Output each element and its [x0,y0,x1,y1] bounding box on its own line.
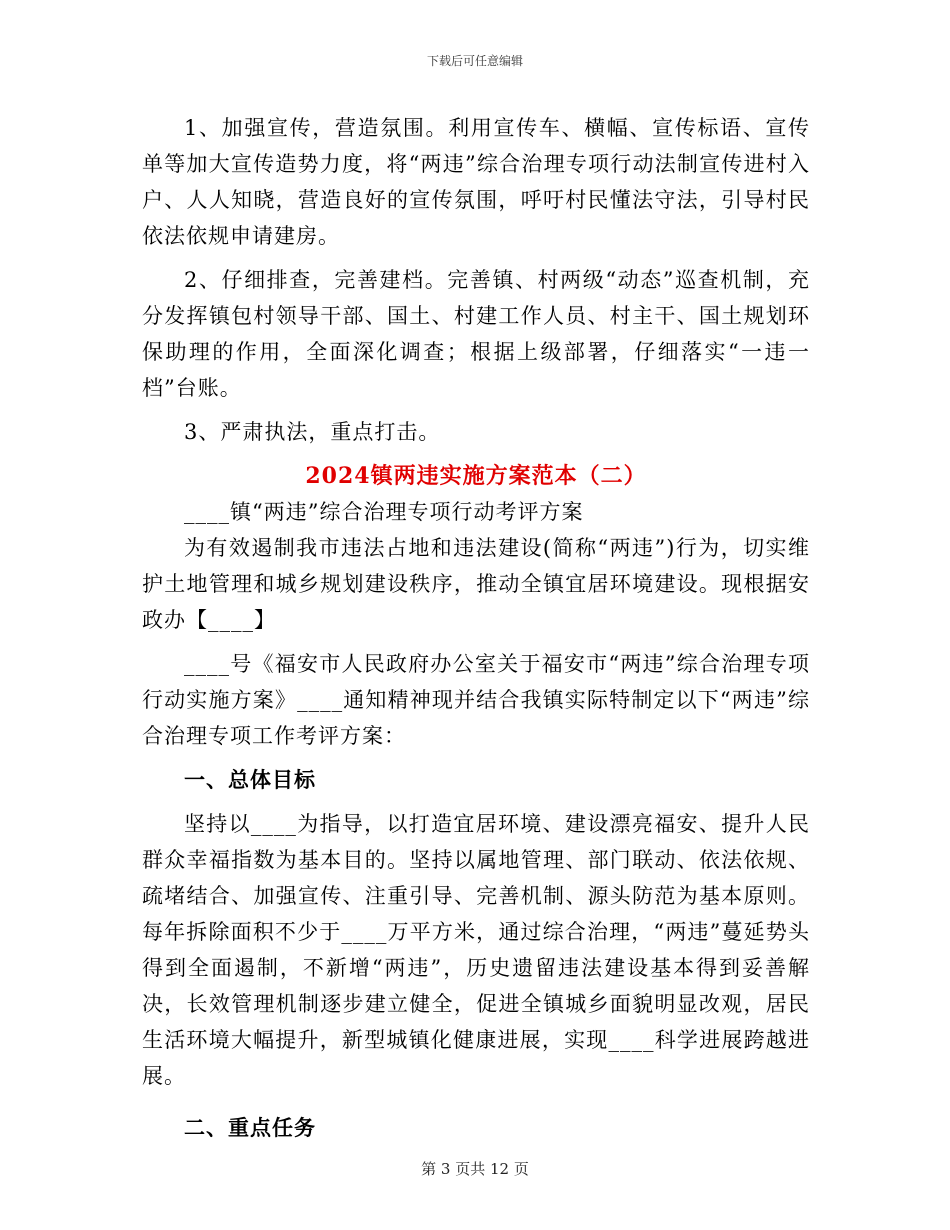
paragraph-plan-name: ____镇“两违”综合治理专项行动考评方案 [184,500,584,524]
paragraph-purpose: 为有效遏制我市违法占地和违法建设(简称“两违”)行为，切实维护土地管理和城乡规划建设秩序，推动全镇宜居环境建设。现根据安政办【____】 [142,536,810,632]
page-footer: 第 3 页共 12 页 [421,1160,529,1178]
paragraph-publicity: 1、加强宣传，营造氛围。利用宣传车、横幅、宣传标语、宣传单等加大宣传造势力度，将“两违”综合治理专项行动法制宣传进村入户、人人知晓，营造良好的宣传氛围，呼吁村民懂法守法，引导村民依法依规申请建房。 [142,116,810,248]
heading-overall-goal: 一、总体目标 [184,767,316,792]
heading-key-tasks: 二、重点任务 [184,1115,316,1140]
paragraph-goal: 坚持以____为指导，以打造宜居环境、建设漂亮福安、提升人民群众幸福指数为基本目的。坚持以属地管理、部门联动、依法依规、疏堵结合、加强宣传、注重引导、完善机制、源头防范为基本原则。每年拆除面积不少于____万平方米，通过综合治理，“两违”蔓延势头得到全面遏制，不新增“两违”，历史遗留违法建设基本得到妥善解决，长效管理机制逐步建立健全，促进全镇城乡面貌明显改观，居民生活环境大幅提升，新型城镇化健康进展，实现____科学进展跨越进展。 [142,812,810,1088]
section-title: 2024镇两违实施方案范本（二） [305,463,647,489]
paragraph-inspection: 2、仔细排查，完善建档。完善镇、村两级“动态”巡查机制，充分发挥镇包村领导干部、国土、村建工作人员、村主干、国土规划环保助理的作用，全面深化调查；根据上级部署，仔细落实“一违一档”台账。 [142,268,810,400]
paragraph-notice: ____号《福安市人民政府办公室关于福安市“两违”综合治理专项行动实施方案》____通知精神现并结合我镇实际特制定以下“两违”综合治理专项工作考评方案： [142,652,810,748]
paragraph-enforcement: 3、严肃执法，重点打击。 [184,420,441,444]
page-header: 下载后可任意编辑 [426,54,523,68]
document-body [142,110,810,1146]
